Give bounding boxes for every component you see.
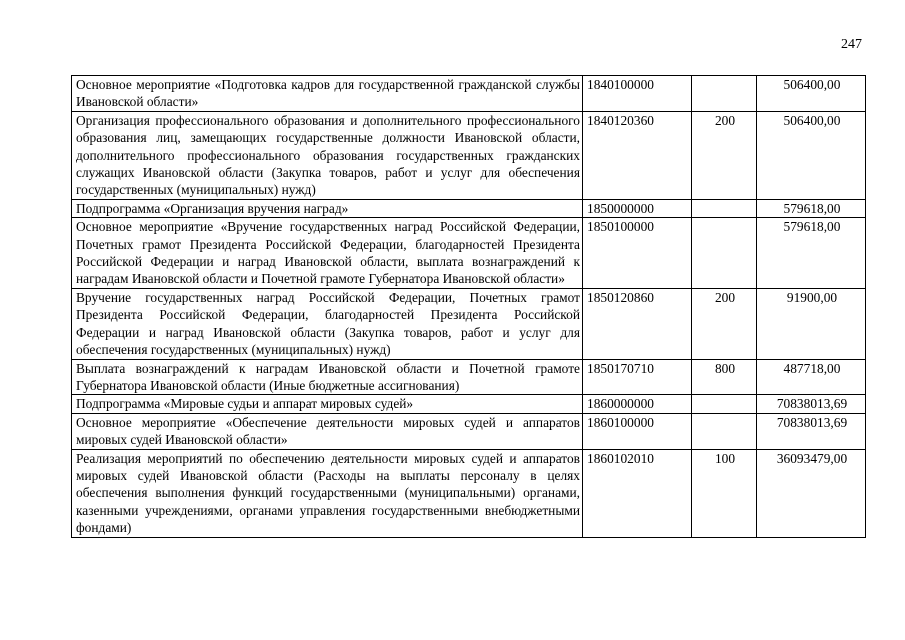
row-code-cell: 1860100000 [583,413,692,449]
table-row [72,359,866,395]
row-name-cell: Вручение государственных наград Российской Федерации, Почетных грамот Президента Российской Федерации, благодарностей Президента Российской Федерации и наград Ивановской области (Закупка товаров, работ и услуг для обеспечения государственных (муниципальных) нужд) [72,288,583,359]
row-type-cell [692,218,757,289]
table-row [72,449,866,537]
row-sum-cell: 506400,00 [757,111,866,199]
table-row [72,111,866,199]
budget-table [71,75,866,538]
row-type-cell: 200 [692,111,757,199]
row-code-cell: 1840100000 [583,76,692,112]
table-row [72,76,866,112]
row-type-cell: 800 [692,359,757,395]
table-row [72,395,866,413]
row-type-cell [692,413,757,449]
row-sum-cell: 579618,00 [757,218,866,289]
row-code-cell: 1850120860 [583,288,692,359]
row-code-cell: 1850000000 [583,199,692,217]
page-number: 247 [841,37,862,52]
table-row [72,413,866,449]
row-sum-cell: 91900,00 [757,288,866,359]
row-code-cell: 1850100000 [583,218,692,289]
row-type-cell: 100 [692,449,757,537]
row-name-cell: Организация профессионального образования и дополнительного профессионального образования лиц, замещающих государственные должности Ивановской области, дополнительного профессионального образования государственных гражданских служащих Ивановской области (Закупка товаров, работ и услуг для обеспечения государственных (муниципальных) нужд) [72,111,583,199]
row-code-cell: 1840120360 [583,111,692,199]
row-type-cell [692,395,757,413]
row-sum-cell: 70838013,69 [757,395,866,413]
row-name-cell: Подпрограмма «Организация вручения наград» [72,199,583,217]
row-name-cell: Выплата вознаграждений к наградам Ивановской области и Почетной грамоте Губернатора Ивановской области (Иные бюджетные ассигнования) [72,359,583,395]
row-sum-cell: 70838013,69 [757,413,866,449]
table-row [72,199,866,217]
row-name-cell: Реализация мероприятий по обеспечению деятельности мировых судей и аппаратов мировых судей Ивановской области (Расходы на выплаты персоналу в целях обеспечения выполнения функций государственными (муниципальными) органами, казенными учреждениями, органами управления государственными внебюджетными фондами) [72,449,583,537]
row-code-cell: 1850170710 [583,359,692,395]
row-sum-cell: 506400,00 [757,76,866,112]
row-sum-cell: 36093479,00 [757,449,866,537]
row-type-cell: 200 [692,288,757,359]
row-type-cell [692,76,757,112]
row-code-cell: 1860102010 [583,449,692,537]
table-row [72,288,866,359]
row-name-cell: Основное мероприятие «Обеспечение деятельности мировых судей и аппаратов мировых судей Ивановской области» [72,413,583,449]
table-row [72,218,866,289]
budget-table-body [72,76,866,538]
row-name-cell: Основное мероприятие «Подготовка кадров для государственной гражданской службы Ивановской области» [72,76,583,112]
row-code-cell: 1860000000 [583,395,692,413]
row-type-cell [692,199,757,217]
row-name-cell: Основное мероприятие «Вручение государственных наград Российской Федерации, Почетных грамот Президента Российской Федерации, благодарностей Президента Российской Федерации и наград Ивановской области, выплата вознаграждений к наградам Ивановской области и Почетной грамоте Губернатора Ивановской области» [72,218,583,289]
row-name-cell: Подпрограмма «Мировые судьи и аппарат мировых судей» [72,395,583,413]
row-sum-cell: 579618,00 [757,199,866,217]
row-sum-cell: 487718,00 [757,359,866,395]
